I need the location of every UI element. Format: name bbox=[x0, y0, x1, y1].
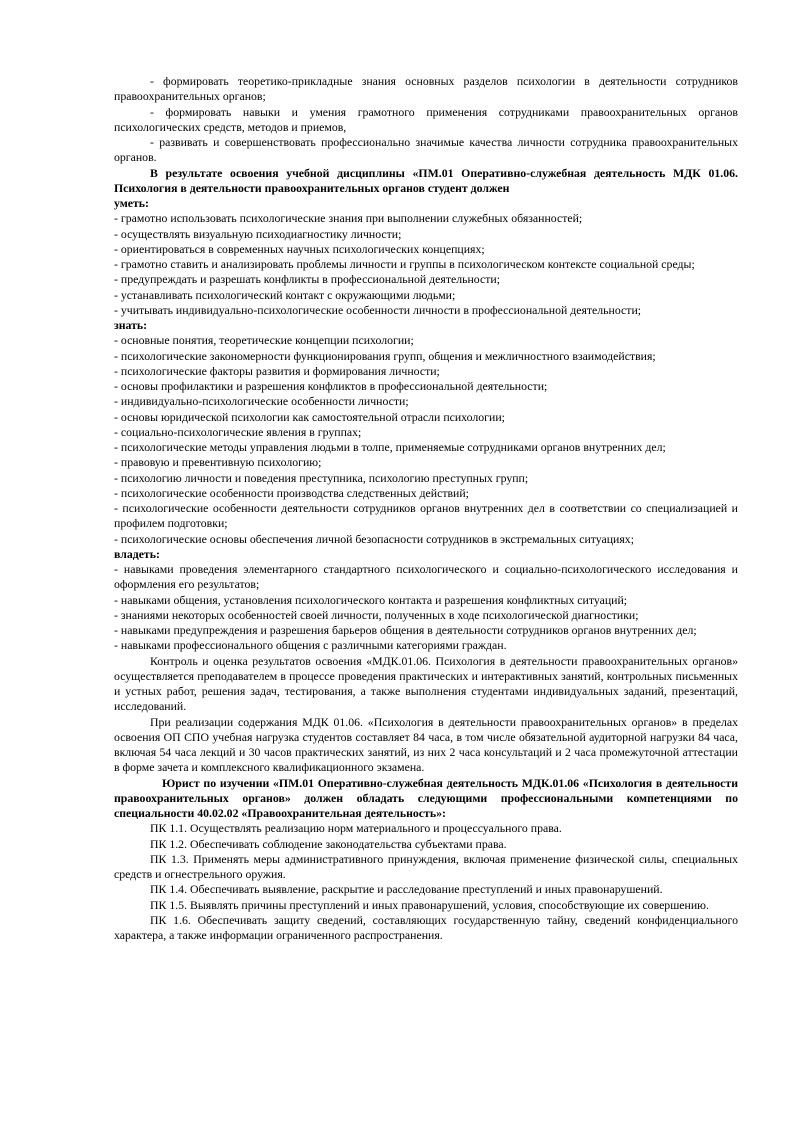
control-paragraph: Контроль и оценка результатов освоения «МДК.01.06. Психология в деятельности правоохранительных органов» осуществляется преподавателем в процессе проведения практических и интерактивных занятий, контрольных письменных и устных работ, решения задач, тестирования, а также выполнения студентами индивидуальных заданий, презентаций, исследований. bbox=[114, 653, 738, 714]
list-item: - психологию личности и поведения преступника, психологию преступных групп; bbox=[114, 470, 529, 485]
list-item: - психологические факторы развития и формирования личности; bbox=[114, 363, 440, 378]
list-item: - навыками предупреждения и разрешения барьеров общения в деятельности сотрудников органов внутренних дел; bbox=[114, 623, 697, 637]
hours-paragraph: При реализации содержания МДК 01.06. «Психология в деятельности правоохранительных органов» в пределах освоения ОП СПО учебная нагрузка студентов составляет 84 часа, в том числе обязательной аудиторной нагрузки 84 часа, включая 54 часа лекций и 30 часов практических занятий, из них 2 часа консультаций и 2 часа промежуточной аттестации в форме зачета и комплексного квалификационного экзамена. bbox=[114, 714, 738, 775]
intro-item: - формировать теоретико-прикладные знания основных разделов психологии в деятельности сотрудников правоохранительных органов; bbox=[114, 74, 738, 104]
competence-item: ПК 1.4. Обеспечивать выявление, раскрытие и расследование преступлений и иных правонарушений. bbox=[150, 882, 663, 897]
list-item: - психологические основы обеспечения личной безопасности сотрудников в экстремальных ситуациях; bbox=[114, 531, 634, 546]
list-item: - знаниями некоторых особенностей своей личности, полученных в ходе психологической диагностики; bbox=[114, 607, 639, 622]
vladet-label: владеть: bbox=[114, 546, 160, 561]
intro-item: - развивать и совершенствовать профессионально значимые качества личности сотрудника правоохранительных органов. bbox=[114, 135, 738, 165]
list-item: - психологические особенности деятельности сотрудников органов внутренних дел в соответствии со специализацией и профилем подготовки; bbox=[114, 501, 738, 531]
list-item: - грамотно ставить и анализировать проблемы личности и группы в психологическом контексте социальной среды; bbox=[114, 257, 695, 271]
competence-item: ПК 1.6. Обеспечивать защиту сведений, составляющих государственную тайну, сведений конфиденциального характера, а также информации ограниченного распространения. bbox=[114, 912, 738, 942]
list-item: - основы профилактики и разрешения конфликтов в профессиональной деятельности; bbox=[114, 379, 548, 393]
list-item: - устанавливать психологический контакт с окружающими людьми; bbox=[114, 287, 456, 302]
list-item: - предупреждать и разрешать конфликты в профессиональной деятельности; bbox=[114, 272, 500, 287]
competence-heading: Юрист по изучении «ПМ.01 Оперативно-служебная деятельность МДК.01.06 «Психология в деятельности правоохранительных органов» должен обладать следующими профессиональными компетенциями по специальности 40.02.02 «Правоохранительная деятельность»: bbox=[114, 775, 738, 820]
list-item: - основы юридической психологии как самостоятельной отрасли психологии; bbox=[114, 409, 505, 424]
list-item: - осуществлять визуальную психодиагностику личности; bbox=[114, 226, 402, 241]
list-item: - основные понятия, теоретические концепции психологии; bbox=[114, 333, 414, 348]
competence-item: ПК 1.3. Применять меры административного принуждения, включая применение физической силы, специальных средств и огнестрельного оружия. bbox=[114, 851, 738, 881]
umet-label: уметь: bbox=[114, 196, 149, 210]
list-item: - навыками проведения элементарного стандартного психологического и социально-психологического исследования и оформления его результатов; bbox=[114, 562, 738, 592]
list-item: - навыками общения, установления психологического контакта и разрешения конфликтных ситуаций; bbox=[114, 592, 628, 607]
list-item: - психологические особенности производства следственных действий; bbox=[114, 485, 469, 500]
result-heading: В результате освоения учебной дисциплины «ПМ.01 Оперативно-служебная деятельность МДК 01.06. Психология в деятельности правоохранительных органов студент должен bbox=[114, 165, 738, 195]
competence-item: ПК 1.1. Осуществлять реализацию норм материального и процессуального права. bbox=[150, 821, 562, 836]
list-item: - индивидуально-психологические особенности личности; bbox=[114, 394, 409, 409]
competence-item: ПК 1.5. Выявлять причины преступлений и иных правонарушений, условия, способствующие их совершению. bbox=[150, 897, 709, 912]
list-item: - грамотно использовать психологические знания при выполнении служебных обязанностей; bbox=[114, 211, 583, 226]
list-item: - правовую и превентивную психологию; bbox=[114, 455, 322, 470]
znat-label: знать: bbox=[114, 318, 148, 332]
competence-item: ПК 1.2. Обеспечивать соблюдение законодательства субъектами права. bbox=[150, 836, 507, 851]
list-item: - социально-психологические явления в группах; bbox=[114, 424, 362, 439]
list-item: - психологические методы управления людьми в толпе, применяемые сотрудниками органов внутренних дел; bbox=[114, 440, 666, 454]
document-page bbox=[114, 74, 738, 943]
intro-item: - формировать навыки и умения грамотного применения сотрудниками правоохранительных органов психологических средств, методов и приемов, bbox=[114, 104, 738, 134]
list-item: - учитывать индивидуально-психологические особенности личности в профессиональной деятельности; bbox=[114, 302, 642, 317]
list-item: - навыками профессионального общения с различными категориями граждан. bbox=[114, 638, 507, 653]
list-item: - ориентироваться в современных научных психологических концепциях; bbox=[114, 241, 485, 256]
list-item: - психологические закономерности функционирования групп, общения и межличностного взаимодействия; bbox=[114, 348, 656, 363]
